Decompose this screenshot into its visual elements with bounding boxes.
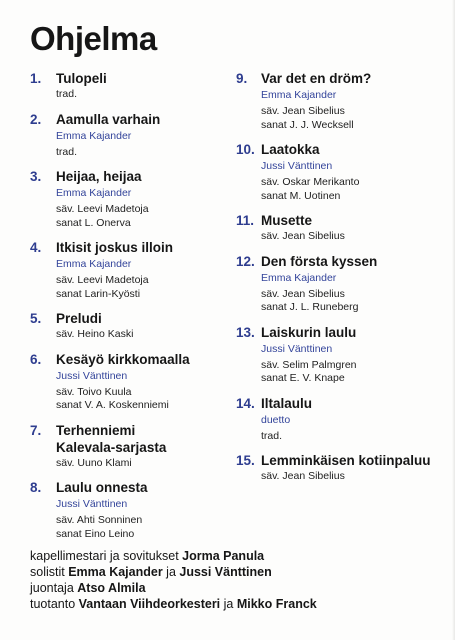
credit-line xyxy=(30,564,440,580)
program-item-title-line: Lemminkäisen kotiinpaluu xyxy=(261,453,431,468)
program-item-credit: säv. Leevi Madetoja xyxy=(56,203,149,215)
credit-role: juontaja xyxy=(30,581,78,595)
program-item-number: 6. xyxy=(30,351,42,367)
program-item xyxy=(236,452,441,484)
program-item-title-line: Kalevala-sarjasta xyxy=(56,439,167,455)
credit-name: Emma Kajander xyxy=(68,565,163,579)
program-item-credit: sanat E. V. Knape xyxy=(261,372,345,384)
program-item-performer: Emma Kajander xyxy=(56,258,132,270)
program-item-number: 8. xyxy=(30,480,42,495)
program-item-credit: trad. xyxy=(261,429,283,442)
program-item-credit: sanat V. A. Koskenniemi xyxy=(56,399,169,411)
program-item xyxy=(30,310,230,342)
program-item xyxy=(30,422,230,471)
program-item-title-line: Var det en dröm? xyxy=(261,71,372,86)
program-item-credit: säv. Heino Kaski xyxy=(56,328,134,340)
program-item-credit: säv. Selim Palmgren xyxy=(261,358,357,371)
credit-role: solistit xyxy=(30,565,69,579)
program-item xyxy=(30,70,230,102)
credit-role: kapellimestari ja sovitukset xyxy=(30,549,183,563)
program-item xyxy=(236,324,441,386)
program-item-title-line: Tulopeli xyxy=(56,71,107,86)
program-item-performer: Emma Kajander xyxy=(56,187,132,199)
program-item-credit: sanat J. L. Runeberg xyxy=(261,301,359,313)
program-item xyxy=(236,253,441,315)
program-item-title xyxy=(261,141,441,158)
credits-block xyxy=(30,548,440,612)
program-item-number: 9. xyxy=(236,71,248,86)
program-item-title xyxy=(56,479,230,496)
program-item-credit: trad. xyxy=(56,88,78,100)
program-item-number: 1. xyxy=(30,71,42,86)
program-item-performer: duetto xyxy=(261,413,291,426)
program-item-number: 10. xyxy=(236,142,255,157)
program-item-credit: trad. xyxy=(56,145,78,158)
program-column-right xyxy=(236,70,441,493)
program-item-title xyxy=(261,212,441,229)
program-column-left xyxy=(30,70,230,550)
program-item-performer: Emma Kajander xyxy=(56,129,132,142)
program-item xyxy=(30,168,230,230)
program-item-credit: säv. Ahti Sonninen xyxy=(56,514,143,526)
program-item-credit: sanat J. J. Wecksell xyxy=(261,118,354,131)
program-item-number: 11. xyxy=(236,213,255,228)
credit-name: Jorma Panula xyxy=(182,549,265,563)
program-item-number: 4. xyxy=(30,240,42,255)
credit-role: tuotanto xyxy=(30,597,79,611)
program-item-title xyxy=(261,452,441,469)
program-item-title xyxy=(261,253,441,270)
program-item-credit: säv. Oskar Merikanto xyxy=(261,176,360,188)
program-item-title-line: Terhenniemi xyxy=(56,422,136,438)
program-item-credit: säv. Toivo Kuula xyxy=(56,385,132,398)
program-item-title-line: Laatokka xyxy=(261,142,320,157)
page-title: Ohjelma xyxy=(30,20,157,57)
program-item xyxy=(30,111,230,160)
program-item-credit: sanat Eino Leino xyxy=(56,527,135,540)
program-item-credit: sanat Larin-Kyösti xyxy=(56,287,141,300)
program-item-title xyxy=(56,351,230,368)
credit-line xyxy=(30,596,440,612)
program-item-title-line: Aamulla varhain xyxy=(56,111,161,127)
program-item-title-line: Den första kyssen xyxy=(261,253,378,269)
credit-name: Mikko Franck xyxy=(236,597,317,611)
program-item-performer: Jussi Vänttinen xyxy=(261,342,333,355)
program-item-title xyxy=(56,239,230,256)
program-item xyxy=(236,395,441,444)
program-item-title xyxy=(261,324,441,341)
program-item-number: 12. xyxy=(236,253,255,269)
program-item-number: 5. xyxy=(30,311,42,326)
program-item-number: 3. xyxy=(30,169,42,184)
program-item xyxy=(236,70,441,132)
program-item-performer: Jussi Vänttinen xyxy=(261,160,333,172)
program-item-performer: Jussi Vänttinen xyxy=(56,498,128,510)
program-item-credit: säv. Jean Sibelius xyxy=(261,470,345,482)
program-item-credit: säv. Leevi Madetoja xyxy=(56,274,149,286)
program-item-credit: säv. Uuno Klami xyxy=(56,456,132,469)
credit-line xyxy=(30,548,440,564)
program-item-title xyxy=(56,422,230,456)
program-item xyxy=(236,212,441,244)
program-item-performer: Emma Kajander xyxy=(261,89,337,101)
credit-role: ja xyxy=(162,565,180,579)
program-item-number: 14. xyxy=(236,395,255,411)
program-item-title-line: Iltalaulu xyxy=(261,395,313,411)
program-item-title-line: Musette xyxy=(261,213,313,228)
program-item-number: 7. xyxy=(30,422,42,438)
program-item-title xyxy=(56,111,230,128)
program-item-credit: säv. Jean Sibelius xyxy=(261,230,345,242)
program-item-credit: sanat M. Uotinen xyxy=(261,189,341,202)
program-item-title-line: Laulu onnesta xyxy=(56,480,148,495)
program-item-title xyxy=(56,168,230,185)
program-item-performer: Emma Kajander xyxy=(261,271,337,284)
program-item-title xyxy=(261,70,441,87)
program-item-credit: säv. Jean Sibelius xyxy=(261,105,345,117)
program-item xyxy=(30,351,230,413)
program-item xyxy=(30,239,230,301)
program-item-number: 13. xyxy=(236,324,255,340)
program-item-title-line: Kesäyö kirkkomaalla xyxy=(56,351,190,367)
program-item xyxy=(30,479,230,541)
program-item-credit: sanat L. Onerva xyxy=(56,216,131,229)
program-item xyxy=(236,141,441,203)
program-item-title-line: Itkisit joskus illoin xyxy=(56,240,174,255)
program-item-title xyxy=(261,395,441,412)
program-item-title xyxy=(56,310,230,327)
program-item-title xyxy=(56,70,230,87)
program-item-title-line: Laiskurin laulu xyxy=(261,324,357,340)
program-item-title-line: Heijaa, heijaa xyxy=(56,169,142,184)
credit-name: Jussi Vänttinen xyxy=(179,565,272,579)
credit-line xyxy=(30,580,440,596)
credit-name: Atso Almila xyxy=(77,581,146,595)
program-item-performer: Jussi Vänttinen xyxy=(56,369,128,382)
credit-name: Vantaan Viihdeorkesteri xyxy=(78,597,221,611)
credit-role: ja xyxy=(220,597,237,611)
program-item-number: 2. xyxy=(30,111,42,127)
program-item-title-line: Preludi xyxy=(56,311,102,326)
program-item-credit: säv. Jean Sibelius xyxy=(261,287,345,300)
program-item-number: 15. xyxy=(236,453,255,468)
